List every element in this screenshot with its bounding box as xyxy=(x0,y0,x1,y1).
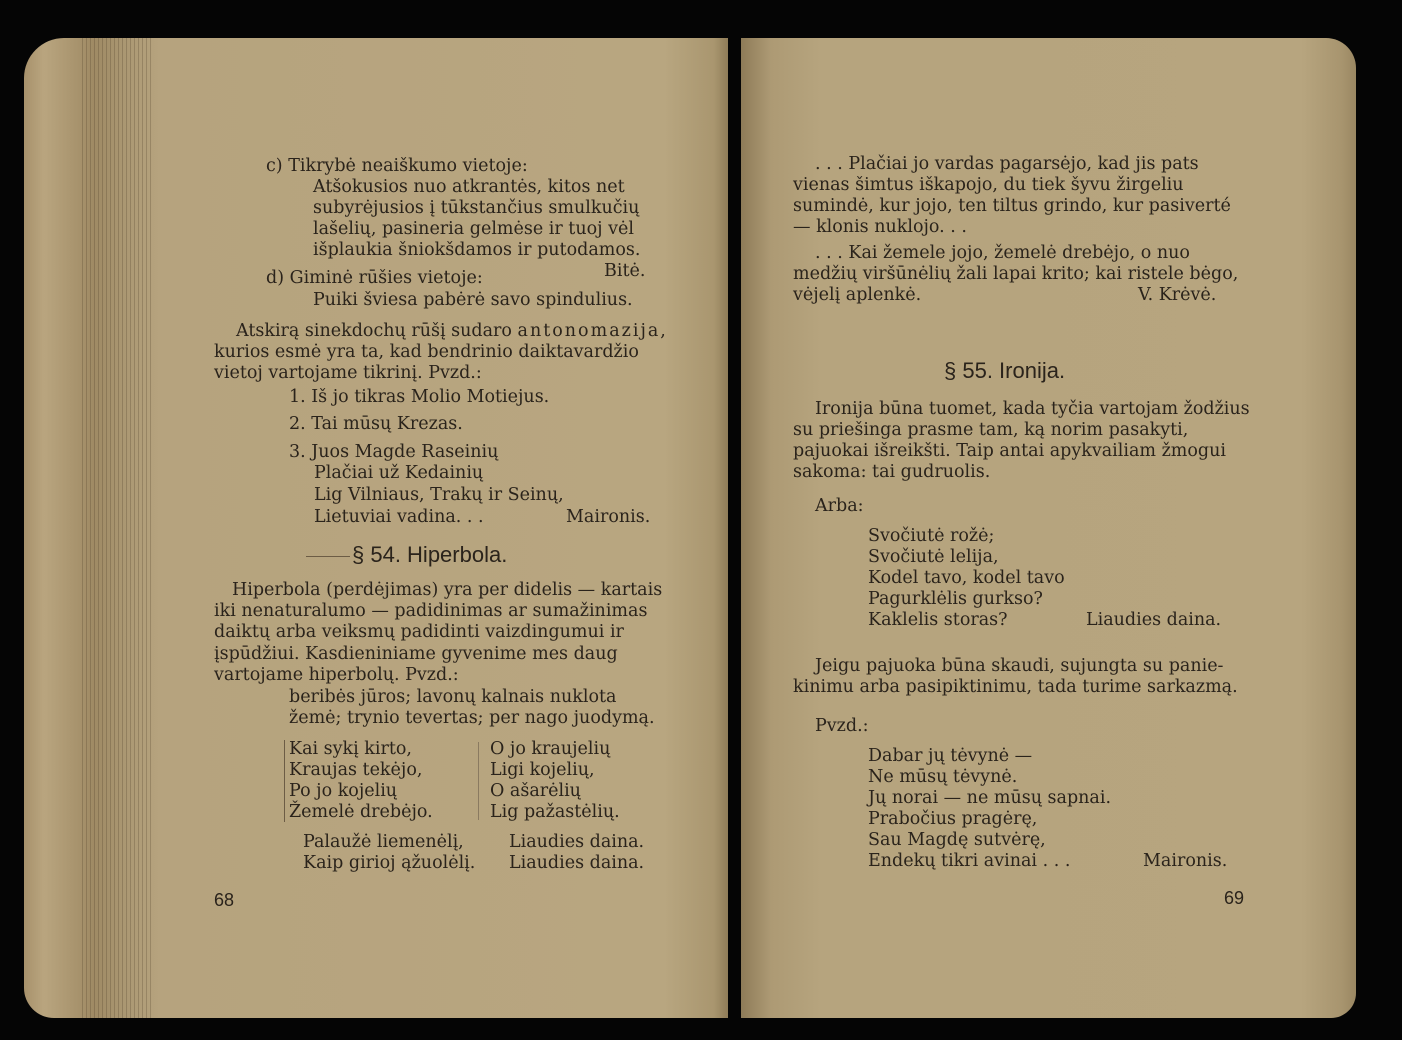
irony-line-4: sakoma: tai gudruolis. xyxy=(793,462,991,482)
example-3-line-1: 3. Juos Magde Raseinių xyxy=(289,442,499,462)
section-ornament-line xyxy=(306,556,350,557)
poem2-line-6: Endekų tikri avinai . . . xyxy=(868,851,1071,871)
poem1-line-3: Kodel tavo, kodel tavo xyxy=(868,568,1065,588)
poem-col1-line-2: Kraujas tekėjo, xyxy=(289,760,423,780)
antonomasia-line-2: vietoj vartojame tikrinį. Pvzd.: xyxy=(214,363,482,383)
page-number-left: 68 xyxy=(214,890,235,910)
item-d-label: d) Giminė rūšies vietoje: xyxy=(266,268,483,288)
section-54-heading: § 54. Hiperbola. xyxy=(352,542,508,567)
poem1-line-2: Svočiutė lelija, xyxy=(868,547,999,567)
page-number-right: 69 xyxy=(1224,888,1245,908)
hyperbole-example-2: žemė; trynio tevertas; per nago juodymą. xyxy=(289,708,655,728)
poem-col2-line-4: Lig pažastėlių. xyxy=(490,802,620,822)
poem2-line-3: Jų norai — ne mūsų sapnai. xyxy=(868,788,1112,808)
kreve-line-5: . . . Kai žemele jojo, žemelė drebėjo, o nuo xyxy=(815,243,1190,263)
poem2-line-5: Sau Magdę sutvėrę, xyxy=(868,830,1046,850)
hyperbole-line-5: vartojame hiperbolų. Pvzd.: xyxy=(214,665,459,685)
poem2-line-1: Dabar jų tėvynė — xyxy=(868,746,1033,766)
example-3-line-4: Lietuviai vadina. . . xyxy=(314,507,484,527)
arba-label: Arba: xyxy=(815,496,864,516)
example-1: 1. Iš jo tikras Molio Motiejus. xyxy=(289,387,550,407)
poem-tail-line-2: Kaip girioj ąžuolėlį. xyxy=(303,853,476,873)
item-c-line-3: lašelių, pasineria gelmėse ir tuoj vėl xyxy=(313,219,634,239)
poem-col2-line-1: O jo kraujelių xyxy=(490,739,611,759)
item-c-line-1: Atšokusios nuo atkrantės, kitos net xyxy=(313,177,625,197)
kreve-line-6: medžių viršūnėlių žali lapai krito; kai ristele bėgo, xyxy=(793,264,1239,284)
hyperbole-line-1: Hiperbola (perdėjimas) yra per didelis — kartais xyxy=(232,580,663,600)
kreve-line-7: vėjelį aplenkė. xyxy=(793,285,922,305)
hyperbole-line-4: įspūdžiui. Kasdieniniame gyvenime mes daug xyxy=(214,644,618,664)
item-c-line-4: išplaukia šniokšdamos ir putodamos. xyxy=(313,240,641,260)
poem1-line-4: Pagurklėlis gurkso? xyxy=(868,589,1043,609)
kreve-line-3: sumindė, kur jojo, ten tiltus grindo, kur pasiverté xyxy=(793,196,1231,216)
poem-col1-line-1: Kai sykį kirto, xyxy=(289,739,412,759)
poem-col2-line-3: O ašarėlių xyxy=(490,781,581,801)
irony-line-1: Ironija būna tuomet, kada tyčia vartojam žodžius xyxy=(815,399,1250,419)
example-3-line-3: Lig Vilniaus, Trakų ir Seinų, xyxy=(314,485,564,505)
poem-tail-source-2: Liaudies daina. xyxy=(509,853,645,873)
antonomasia-intro xyxy=(236,321,668,342)
poem-bracket-right xyxy=(478,742,479,820)
example-3-source: Maironis. xyxy=(566,507,651,527)
item-c-source: Bitė. xyxy=(604,261,646,281)
antonomasia-line-1: kurios esmė yra ta, kad bendrinio daiktavardžio xyxy=(214,342,639,362)
kreve-source: V. Krėvė. xyxy=(1138,285,1217,305)
section-55-heading: § 55. Ironija. xyxy=(944,358,1066,383)
poem-col2-line-2: Ligi kojelių, xyxy=(490,760,595,780)
poem-tail-source-1: Liaudies daina. xyxy=(509,832,645,852)
item-d-line: Puiki šviesa pabėrė savo spindulius. xyxy=(313,290,633,310)
hyperbole-line-3: daiktų arba veiksmų padidinti vaizdingumui ir xyxy=(214,622,624,642)
kreve-line-4: — klonis nuklojo. . . xyxy=(793,217,967,237)
antonomasia-term: antonomazija, xyxy=(517,321,668,341)
example-3-line-2: Plačiai už Kedainių xyxy=(314,463,484,483)
poem-col1-line-4: Žemelė drebėjo. xyxy=(289,802,433,822)
sarcasm-line-2: kinimu arba pasipiktinimu, tada turime sarkazmą. xyxy=(793,677,1238,697)
page-edge-shading xyxy=(82,38,154,1018)
poem2-source: Maironis. xyxy=(1143,851,1228,871)
pvzd-label: Pvzd.: xyxy=(815,716,869,736)
sarcasm-line-1: Jeigu pajuoka būna skaudi, sujungta su panie- xyxy=(815,656,1224,676)
kreve-line-1: . . . Plačiai jo vardas pagarsėjo, kad jis pats xyxy=(815,154,1199,174)
poem1-line-1: Svočiutė rožė; xyxy=(868,526,995,546)
poem2-line-4: Prabočius pragėrę, xyxy=(868,809,1038,829)
example-2: 2. Tai mūsų Krezas. xyxy=(289,414,463,434)
hyperbole-example-1: beribės jūros; lavonų kalnais nuklota xyxy=(289,687,617,707)
hyperbole-line-2: iki nenaturalumo — padidinimas ar sumažinimas xyxy=(214,601,648,621)
item-c-line-2: subyrėjusios į tūkstančius smulkučių xyxy=(313,198,640,218)
irony-line-3: pajuokai išreikšti. Taip antai apykvailiam žmogui xyxy=(793,441,1226,461)
poem2-line-2: Ne mūsų tėvynė. xyxy=(868,767,1018,787)
irony-line-2: su priešinga prasme tam, ką norim pasakyti, xyxy=(793,420,1189,440)
poem1-line-5: Kaklelis storas? xyxy=(868,610,1008,630)
poem1-source: Liaudies daina. xyxy=(1086,610,1222,630)
item-c-label: c) Tikrybė neaiškumo vietoje: xyxy=(266,156,528,176)
antonomasia-intro-text: Atskirą sinekdochų rūšį sudaro xyxy=(236,321,512,341)
poem-col1-line-3: Po jo kojelių xyxy=(289,781,398,801)
poem-tail-line-1: Palaužė liemenėlį, xyxy=(303,832,464,852)
kreve-line-2: vienas šimtus iškapojo, du tiek šyvu žirgeliu xyxy=(793,175,1184,195)
poem-bracket-left xyxy=(284,740,285,822)
